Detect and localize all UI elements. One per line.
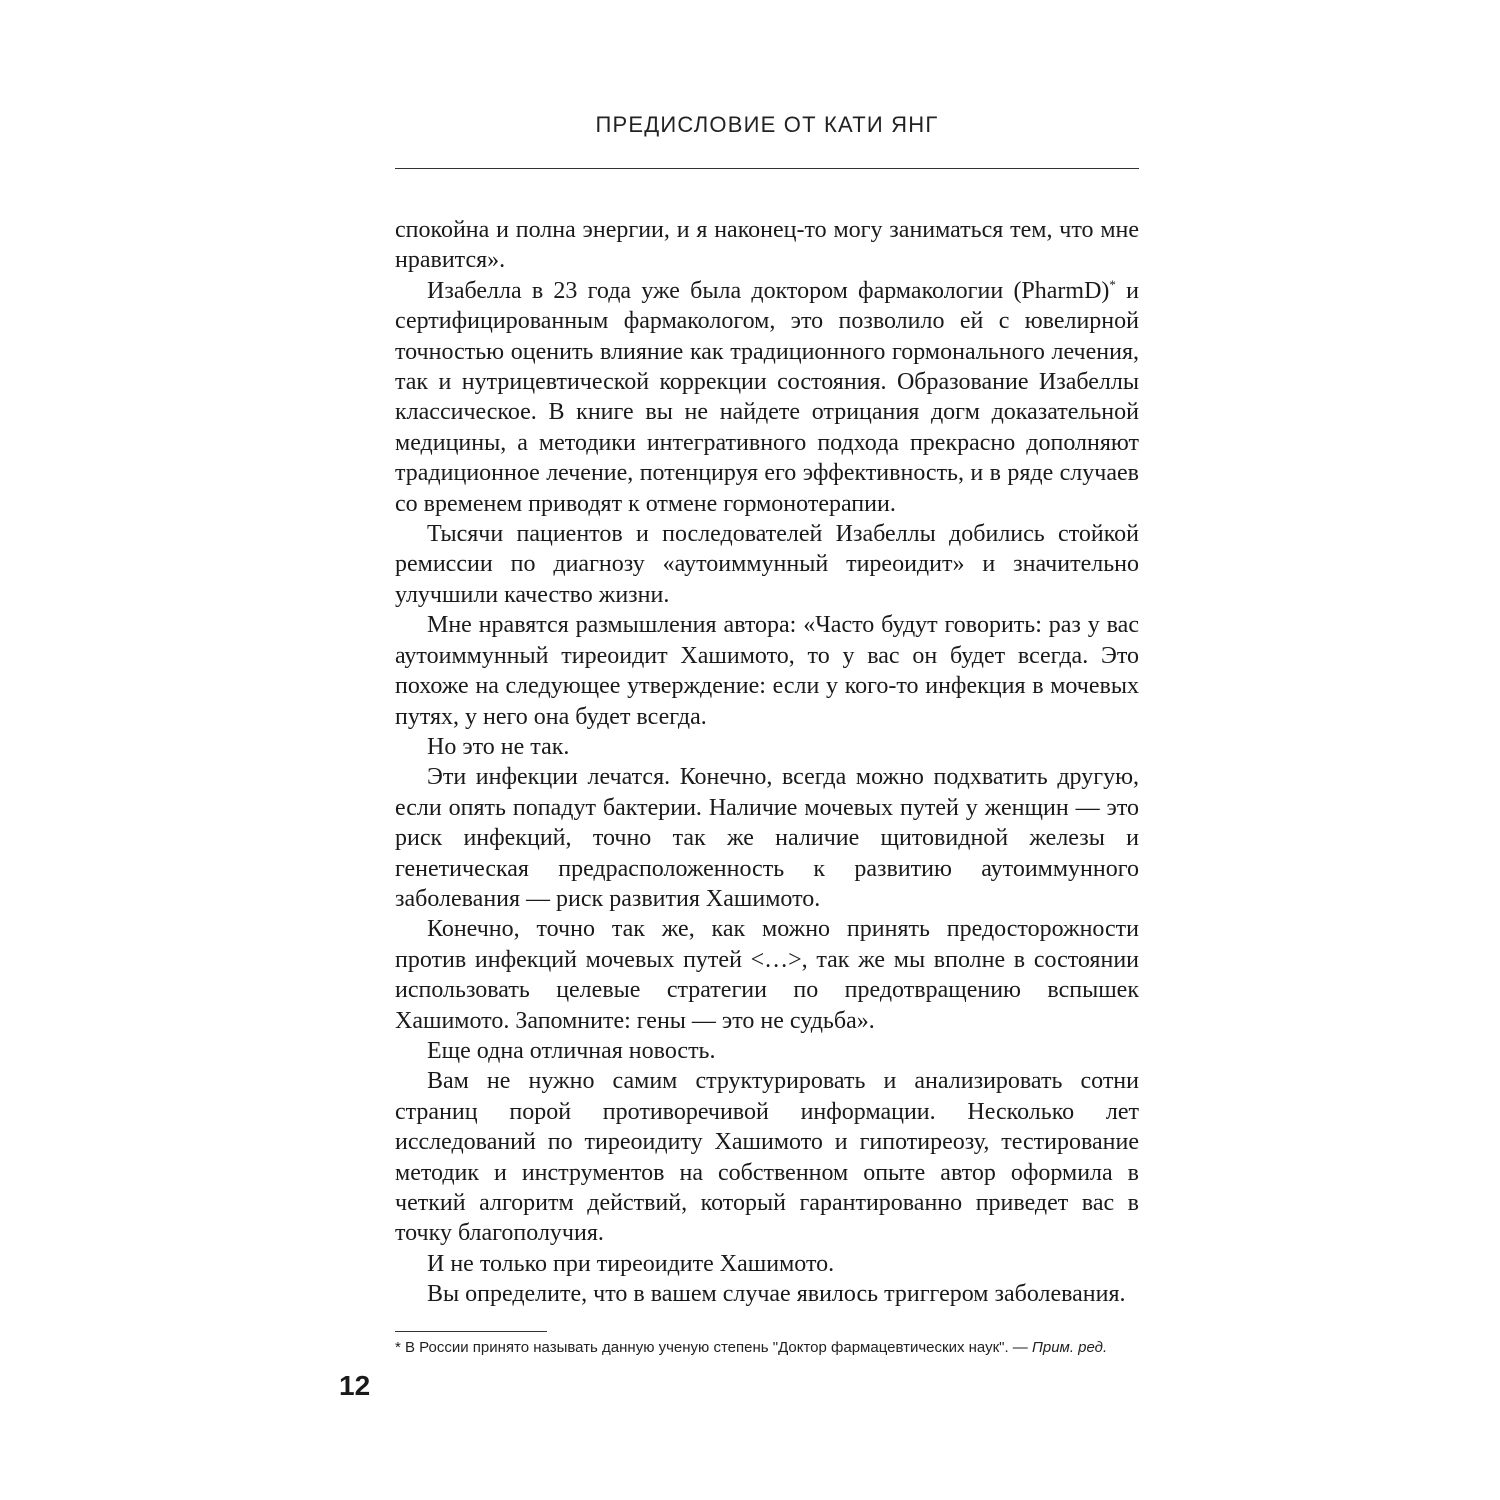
paragraph: спокойна и полна энергии, и я наконец-то могу заниматься тем, что мне нравится». <box>395 217 1139 274</box>
paragraph: И не только при тиреоидите Хашимото. <box>427 1250 835 1277</box>
page-number: 12 <box>339 1370 371 1401</box>
footnote-rule <box>395 1331 547 1332</box>
paragraph: Вам не нужно самим структурировать и анализировать сотни страниц порой противоречивой информации. Несколько лет исследований по тиреоидиту Хашимото и гипотиреозу, тестирование методик и инструментов на собственном опыте автор оформила в четкий алгоритм действий, который гарантированно приведет вас в точку благополучия. <box>395 1068 1139 1247</box>
footnote <box>395 1338 1139 1358</box>
paragraph: Вы определите, что в вашем случае явилось триггером заболевания. <box>427 1281 1126 1308</box>
header-rule <box>395 168 1139 169</box>
footnote-text: В России принято называть данную ученую степень "Доктор фармацевтических наук". — <box>400 1339 1032 1356</box>
paragraph: Тысячи пациентов и последователей Изабеллы добились стойкой ремиссии по диагнозу «аутоиммунный тиреоидит» и значительно улучшили качество жизни. <box>395 521 1139 608</box>
paragraph: Эти инфекции лечатся. Конечно, всегда можно подхватить другую, если опять попадут бактерии. Наличие мочевых путей у женщин — это риск инфекций, точно так же наличие щитовидной железы и генетическая предрасположенность к развитию аутоиммунного заболевания — риск развития Хашимото. <box>395 764 1139 912</box>
footnote-marker: * <box>395 1339 401 1356</box>
paragraph <box>395 276 1139 519</box>
paragraph-text: и сертифицированным фармакологом, это позволило ей с ювелирной точностью оценить влияние как традиционного гормонального лечения, так и нутрицевтической коррекции состояния. Образование Изабеллы классическое. В книге вы не найдете отрицания догм доказательной медицины, а методики интегративного подхода прекрасно дополняют традиционное лечение, потенцируя его эффективность, и в ряде случаев со временем приводят к отмене гормонотерапии. <box>395 277 1140 517</box>
body-text <box>395 215 1139 1310</box>
paragraph: Еще одна отличная новость. <box>427 1037 716 1064</box>
paragraph: Но это не так. <box>427 733 570 760</box>
footnote-marker: * <box>1109 276 1116 292</box>
footnote-editor-note: Прим. ред. <box>1031 1339 1108 1356</box>
paragraph-text: Изабелла в 23 года уже была доктором фармакологии (PharmD) <box>427 277 1110 304</box>
running-head: ПРЕДИСЛОВИЕ ОТ КАТИ ЯНГ <box>595 112 939 137</box>
paragraph: Конечно, точно так же, как можно принять предосторожности против инфекций мочевых путей <…>, так же мы вполне в состоянии использовать целевые стратегии по предотвращению вспышек Хашимото. Запомните: гены — это не судьба». <box>395 916 1139 1034</box>
paragraph: Мне нравятся размышления автора: «Часто будут говорить: раз у вас аутоиммунный тиреоидит Хашимото, то у вас он будет всегда. Это похоже на следующее утверждение: если у кого-то инфекция в мочевых путях, у него она будет всегда. <box>395 612 1139 730</box>
